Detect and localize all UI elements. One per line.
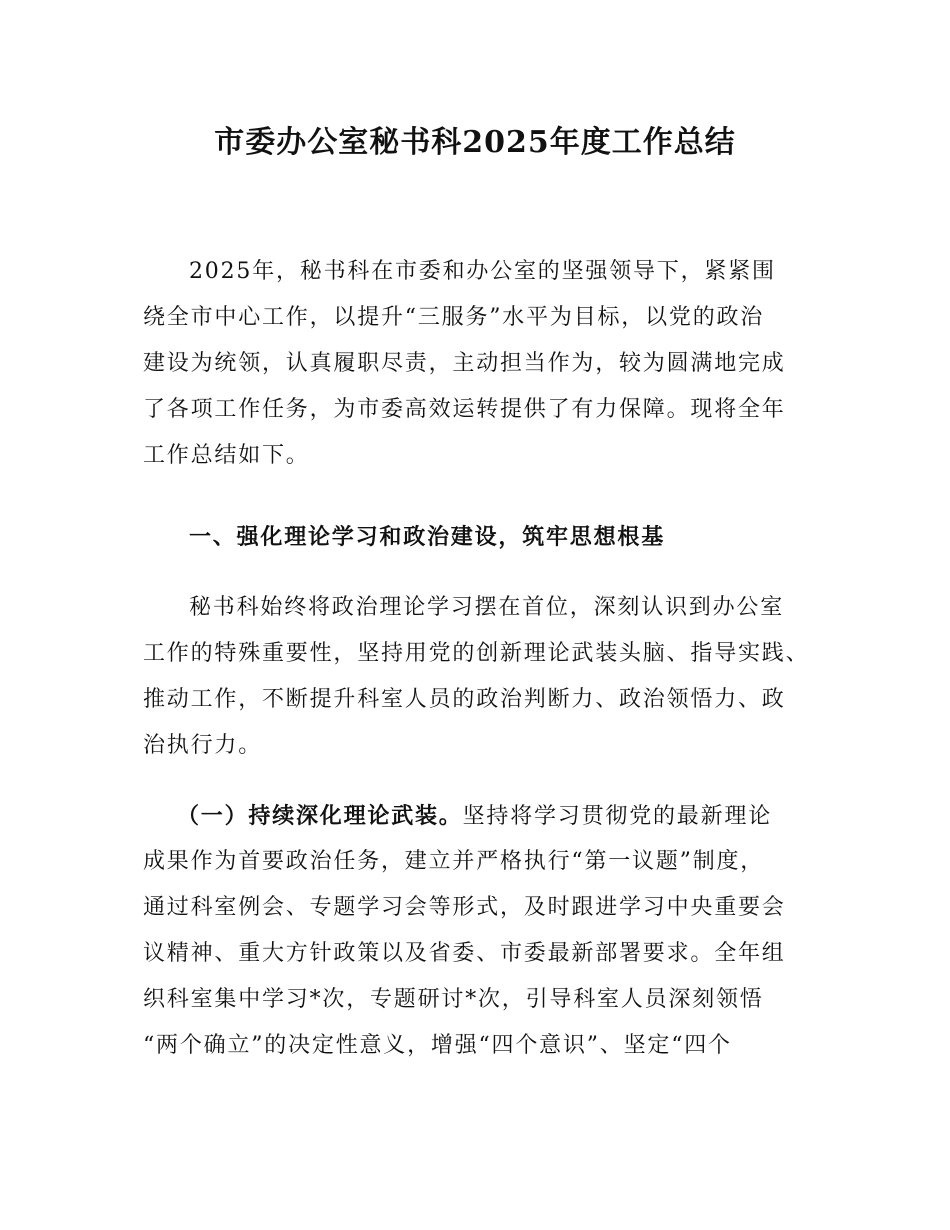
section-heading-1: [143, 514, 823, 560]
text-line: 工作总结如下。: [143, 443, 310, 468]
text-line: 通过科室例会、专题学习会等形式，及时跟进学习中央重要会: [143, 895, 786, 920]
document-title: 市委办公室秘书科2025年度工作总结: [214, 125, 736, 160]
text-line: 工作的特殊重要性，坚持用党的创新理论武装头脑、指导实践、: [143, 641, 810, 666]
text-line: 了各项工作任务，为市委高效运转提供了有力保障。现将全年: [143, 397, 786, 422]
subsection-lead: （一）持续深化理论武装。: [177, 803, 463, 829]
text-line: 建设为统领，认真履职尽责，主动担当作为，较为圆满地完成: [143, 351, 786, 376]
text-line: “两个确立”的决定性意义，增强“四个意识”、坚定“四个: [143, 1033, 732, 1058]
intro-paragraph: [143, 249, 823, 479]
text-line: 议精神、重大方针政策以及省委、市委最新部署要求。全年组: [143, 941, 786, 966]
text-line: 治执行力。: [143, 733, 263, 758]
subsection1-paragraph: [143, 793, 823, 1069]
text-line: 成果作为首要政治任务，建立并严格执行“第一议题”制度，: [143, 849, 765, 874]
text-line: 2025年，秘书科在市委和办公室的坚强领导下，紧紧围: [189, 259, 776, 284]
text-line: [143, 793, 823, 839]
text-line: 织科室集中学习*次，专题研讨*次，引导科室人员深刻领悟: [143, 987, 764, 1012]
section1-paragraph: [143, 585, 823, 769]
text-line: 推动工作，不断提升科室人员的政治判断力、政治领悟力、政: [143, 687, 786, 712]
section-heading: 一、强化理论学习和政治建设，筑牢思想根基: [189, 524, 666, 550]
text-span: 坚持将学习贯彻党的最新理论: [462, 804, 773, 829]
text-line: 绕全市中心工作，以提升“三服务”水平为目标，以党的政治: [143, 305, 765, 330]
text-line: 秘书科始终将政治理论学习摆在首位，深刻认识到办公室: [189, 595, 785, 620]
